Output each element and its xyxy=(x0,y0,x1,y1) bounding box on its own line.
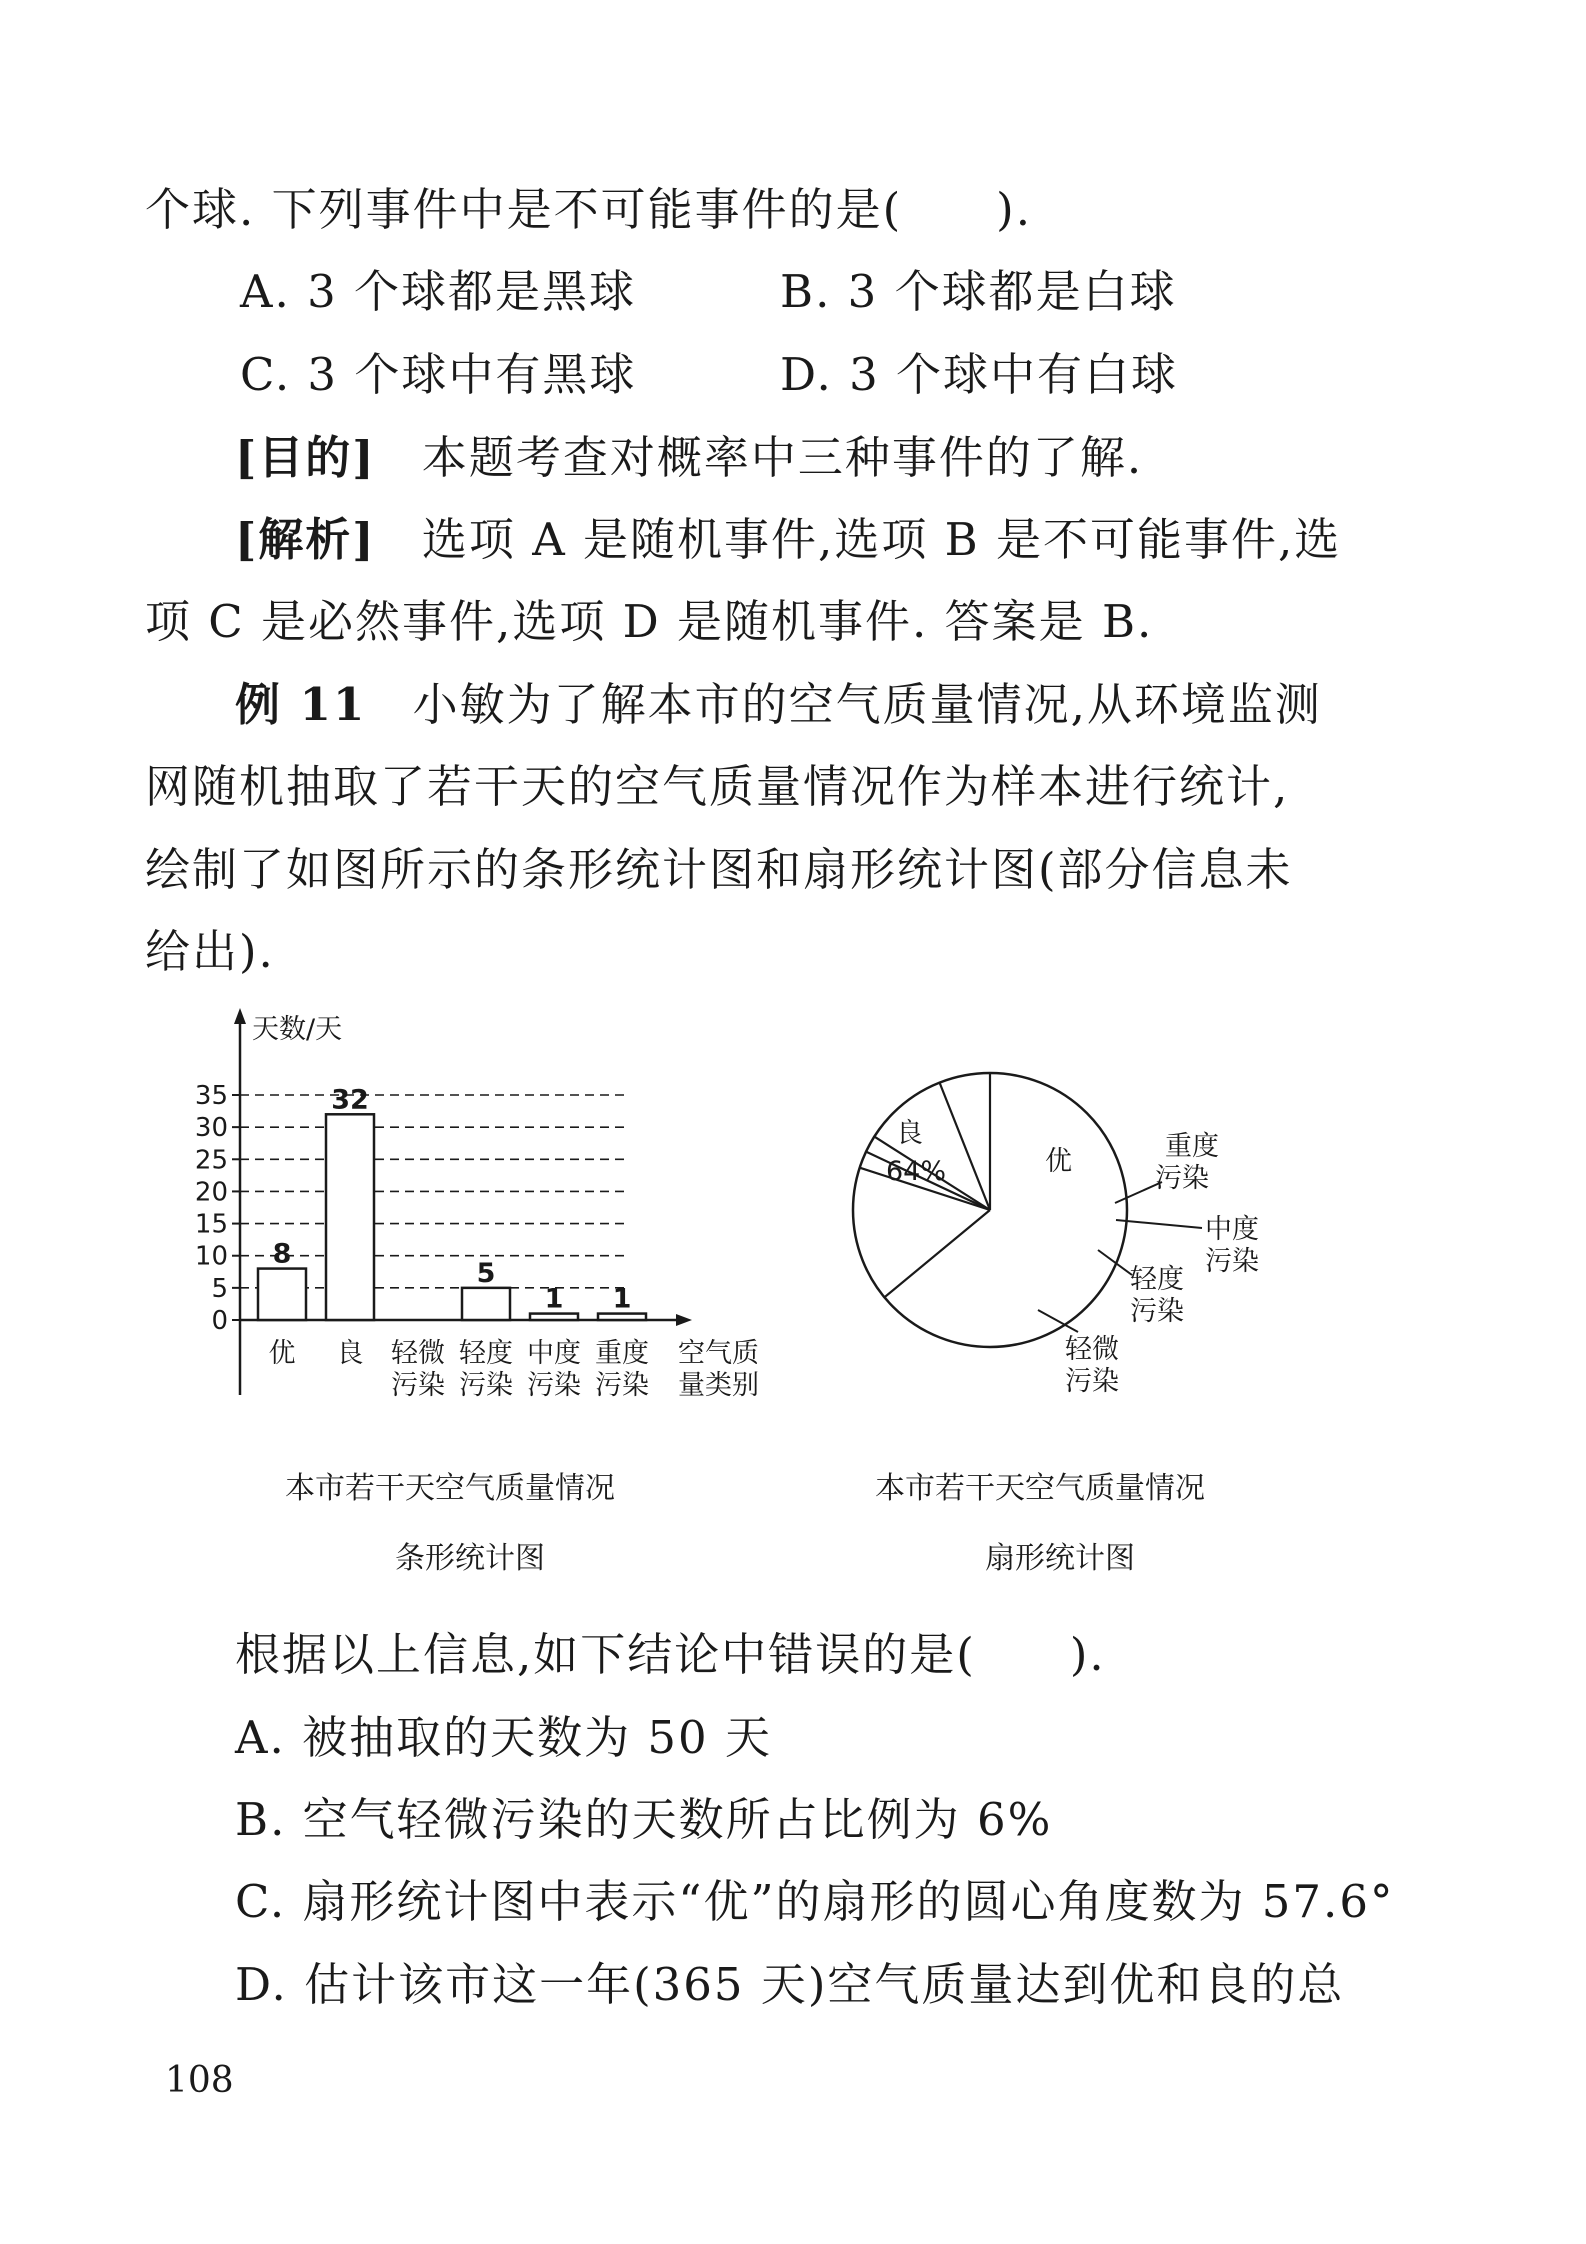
page-number: 108 xyxy=(165,2060,234,2101)
bar-yticks xyxy=(195,1081,240,1336)
pie-label-liang: 良 xyxy=(896,1118,923,1149)
pie-label-liang-pct: 64% xyxy=(886,1156,947,1187)
bar-category-label-2: 污染 xyxy=(391,1370,445,1401)
bar-data-label: 5 xyxy=(476,1257,496,1289)
leader-zhongdu-mid xyxy=(1116,1220,1202,1228)
q10-option-a: A. 3 个球都是黑球 xyxy=(240,265,637,318)
bar-category-label-2: 污染 xyxy=(459,1370,513,1401)
bar-category-label: 优 xyxy=(268,1338,296,1369)
bar-x-axis-label-1: 空气质 xyxy=(678,1338,759,1369)
bar-x-axis-arrow xyxy=(676,1314,692,1326)
bar-category-label: 良 xyxy=(336,1338,364,1369)
bar-ytick-label: 10 xyxy=(194,1241,228,1272)
bar-data-label: 1 xyxy=(612,1283,632,1315)
q10-option-c: C. 3 个球中有黑球 xyxy=(240,348,637,401)
bar-caption-1: 本市若干天空气质量情况 xyxy=(285,1471,615,1506)
bar-3 xyxy=(462,1288,510,1320)
example11-option-d: D. 估计该市这一年(365 天)空气质量达到优和良的总 xyxy=(235,1958,1345,2011)
bar-ytick-label: 30 xyxy=(194,1113,228,1144)
bar-category-label: 轻度 xyxy=(459,1338,513,1369)
bar-ytick-label: 35 xyxy=(194,1081,228,1111)
bar-y-axis-label: 天数/天 xyxy=(252,1014,343,1045)
purpose-label: [目的] xyxy=(235,431,376,484)
analysis-line-1 xyxy=(235,510,1341,570)
bar-1 xyxy=(326,1114,374,1320)
pie-caption-2: 扇形统计图 xyxy=(985,1541,1135,1576)
pie-label-you: 优 xyxy=(1045,1146,1072,1177)
bar-grid xyxy=(240,1095,630,1288)
bar-ytick-label: 0 xyxy=(211,1306,228,1336)
purpose-text: 本题考查对概率中三种事件的了解. xyxy=(421,431,1144,484)
example11-label: 例 11 xyxy=(235,678,367,731)
bar-category-label-2: 污染 xyxy=(527,1370,581,1401)
bar-x-axis-label-2: 量类别 xyxy=(678,1370,759,1401)
pie-label-qingwei-1: 轻微 xyxy=(1065,1334,1119,1365)
bar-0 xyxy=(258,1269,306,1320)
bar-xlabels xyxy=(269,1338,650,1401)
pie-caption-1: 本市若干天空气质量情况 xyxy=(875,1471,1205,1506)
bar-bars xyxy=(258,1084,646,1320)
purpose-line xyxy=(235,428,1143,488)
example11-line-1 xyxy=(235,675,1322,735)
example11-option-a: A. 被抽取的天数为 50 天 xyxy=(235,1711,772,1764)
analysis-label: [解析] xyxy=(235,513,376,566)
bar-ytick-label: 20 xyxy=(194,1177,228,1208)
pie-label-zhongdu-heavy-2: 污染 xyxy=(1155,1163,1209,1194)
bar-category-label: 重度 xyxy=(595,1338,649,1369)
pie-label-qingdu-1: 轻度 xyxy=(1130,1264,1184,1295)
bar-data-label: 1 xyxy=(544,1283,564,1315)
example11-text-1: 小敏为了解本市的空气质量情况,从环境监测 xyxy=(412,678,1322,731)
bar-ytick-label: 25 xyxy=(194,1145,228,1176)
pie-label-zhongdu-mid-1: 中度 xyxy=(1205,1214,1259,1245)
example11-option-c: C. 扇形统计图中表示“优”的扇形的圆心角度数为 57.6° xyxy=(235,1875,1395,1928)
bar-y-axis-arrow xyxy=(234,1008,246,1024)
pie-label-qingwei-2: 污染 xyxy=(1065,1366,1119,1397)
bar-caption-2: 条形统计图 xyxy=(395,1541,545,1576)
pie-label-zhongdu-heavy-1: 重度 xyxy=(1165,1131,1219,1162)
bar-chart xyxy=(190,1000,830,1420)
bar-data-label: 8 xyxy=(272,1238,292,1270)
example11-question: 根据以上信息,如下结论中错误的是( ). xyxy=(235,1628,1106,1681)
bar-ytick-label: 5 xyxy=(211,1273,228,1304)
analysis-text-1: 选项 A 是随机事件,选项 B 是不可能事件,选 xyxy=(421,513,1342,566)
bar-category-label: 轻微 xyxy=(391,1338,445,1369)
bar-data-label: 32 xyxy=(331,1084,369,1116)
bar-ytick-label: 15 xyxy=(194,1209,228,1240)
pie-label-zhongdu-mid-2: 污染 xyxy=(1205,1246,1259,1277)
q10-option-d: D. 3 个球中有白球 xyxy=(780,348,1179,401)
pie-label-qingdu-2: 污染 xyxy=(1130,1296,1184,1327)
example11-option-b: B. 空气轻微污染的天数所占比例为 6% xyxy=(235,1793,1053,1846)
bar-category-label: 中度 xyxy=(527,1338,581,1369)
q10-option-b: B. 3 个球都是白球 xyxy=(780,265,1177,318)
example11-line-2: 网随机抽取了若干天的空气质量情况作为样本进行统计, xyxy=(145,760,1290,813)
example11-line-4: 给出). xyxy=(145,925,275,978)
bar-category-label-2: 污染 xyxy=(595,1370,649,1401)
example11-line-3: 绘制了如图所示的条形统计图和扇形统计图(部分信息未 xyxy=(145,843,1293,896)
analysis-line-2: 项 C 是必然事件,选项 D 是随机事件. 答案是 B. xyxy=(145,595,1154,648)
pie-chart xyxy=(840,1070,1320,1490)
q10-stem-tail: 个球. 下列事件中是不可能事件的是( ). xyxy=(145,183,1033,236)
